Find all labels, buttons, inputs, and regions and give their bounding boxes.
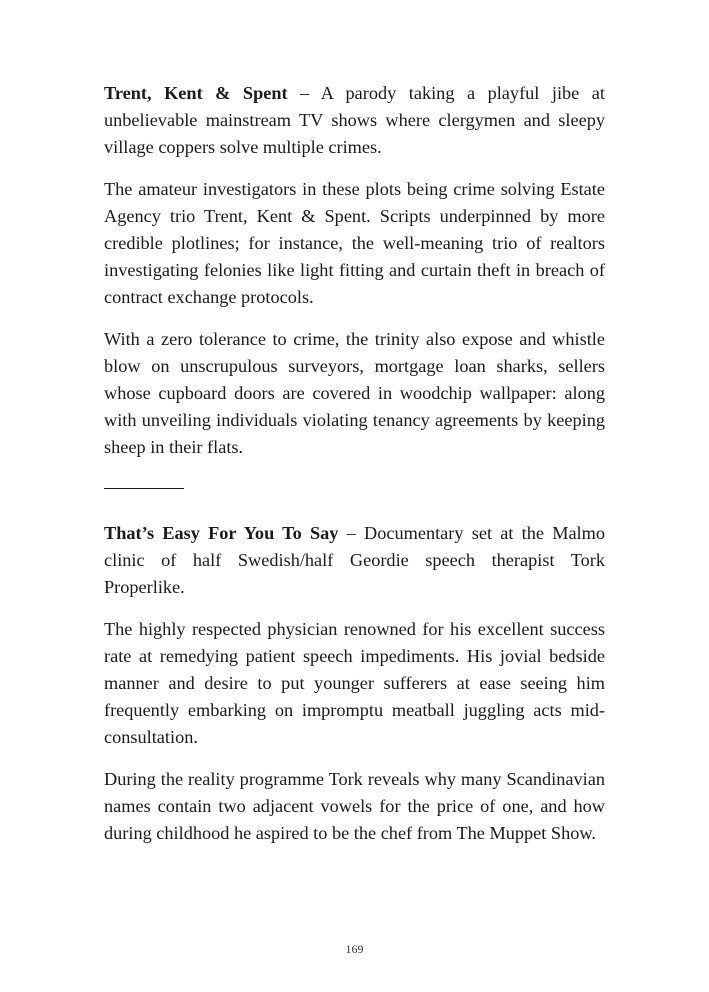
entry-2-paragraph-2: During the reality programme Tork reveals why many Scandinavian names contain two adjacent vowels for the price of one, and how during childhood he aspired to be the chef from The Muppet Show. [104, 769, 605, 843]
entry-1-dash: – [287, 83, 321, 103]
entry-2-lead-paragraph [104, 520, 605, 601]
entry-2-lead: Documentary set at the Malmo clinic of half Swedish/half Geordie speech therapist Tork Properlike. [104, 523, 606, 597]
entry-2-title: That’s Easy For You To Say [104, 523, 339, 543]
entry-1-paragraph-1: The amateur investigators in these plots being crime solving Estate Agency trio Trent, Kent & Spent. Scripts underpinned by more credible plotlines; for instance, the well-meaning trio of realtors investigating felonies like light fitting and curtain theft in breach of contract exchange protocols. [104, 179, 605, 307]
entry-1-paragraph-2: With a zero tolerance to crime, the trinity also expose and whistle blow on unscrupulous surveyors, mortgage loan sharks, sellers whose cupboard doors are covered in woodchip wallpaper: along with unveiling individuals violating tenancy agreements by keeping sheep in their flats. [104, 329, 605, 457]
section-divider [104, 488, 184, 489]
entry-2-dash: – [338, 523, 365, 543]
entry-2-paragraph-1: The highly respected physician renowned for his excellent success rate at remedying patient speech impediments. His jovial bedside manner and desire to put younger sufferers at ease seeing him frequently embarking on impromptu meatball juggling acts mid-consultation. [104, 619, 605, 747]
page-body [104, 80, 605, 862]
page-number: 169 [345, 942, 364, 956]
entry-1-title: Trent, Kent & Spent [104, 83, 288, 103]
entry-1-lead: A parody taking a playful jibe at unbelievable mainstream TV shows where clergymen and sleepy village coppers solve multiple crimes. [104, 83, 605, 157]
entry-1-lead-paragraph [104, 80, 605, 161]
